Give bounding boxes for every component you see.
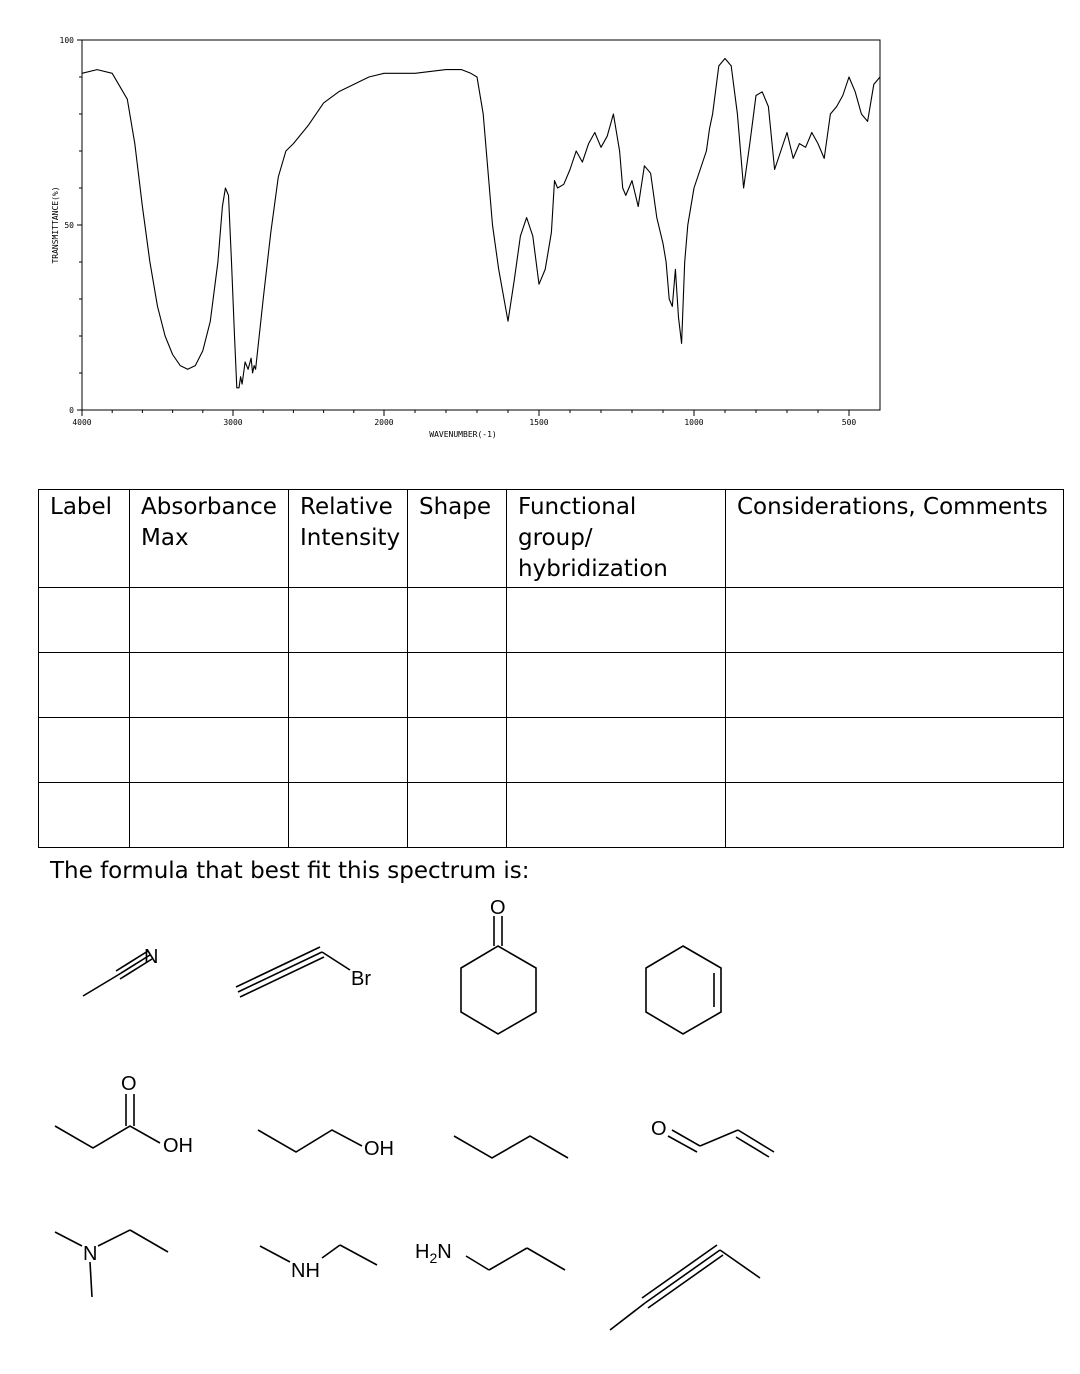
header-text: Intensity	[300, 525, 401, 551]
header-text: Max	[141, 525, 189, 551]
molecule-cyclohexene[interactable]	[646, 946, 721, 1034]
molecule-methylethylamine[interactable]	[260, 1245, 377, 1282]
molecule-cyclohexanone[interactable]	[461, 897, 536, 1034]
y-axis-label: TRANSMITTANCE(%)	[51, 186, 60, 264]
molecule-propylamine[interactable]	[415, 1241, 565, 1270]
y-tick-label: 50	[64, 221, 74, 230]
atom-h: H	[415, 1241, 430, 1263]
x-tick-label: 2000	[374, 418, 394, 427]
molecule-propanoic-acid[interactable]	[55, 1073, 193, 1157]
atom-label: O	[121, 1073, 137, 1095]
molecule-2-pentyne[interactable]	[610, 1245, 760, 1330]
header-text: Label	[50, 494, 113, 520]
atom-label: O	[490, 897, 506, 919]
y-tick-label: 0	[69, 406, 74, 415]
y-tick-label: 100	[59, 36, 74, 45]
atom-label: NH	[291, 1260, 320, 1282]
x-tick-label: 1000	[684, 418, 704, 427]
molecule-propanol[interactable]	[258, 1130, 394, 1160]
atom-label: O	[651, 1118, 667, 1140]
atom-label: OH	[163, 1135, 193, 1157]
atom-n: N	[437, 1241, 452, 1263]
atom-label	[415, 1241, 452, 1266]
molecule-acetonitrile[interactable]	[83, 946, 158, 996]
x-tick-label: 4000	[72, 418, 92, 427]
molecule-butane[interactable]	[454, 1136, 568, 1158]
header-text: hybridization	[518, 556, 668, 582]
header-text: Absorbance	[141, 494, 277, 520]
x-axis-label: WAVENUMBER(-1)	[429, 430, 497, 439]
x-tick-label: 500	[841, 418, 857, 427]
molecule-acrolein[interactable]	[651, 1118, 774, 1157]
molecule-dimethylethylamine[interactable]	[55, 1230, 168, 1297]
header-text: Functional group/	[518, 494, 637, 551]
molecule-propargyl-bromide[interactable]	[236, 947, 371, 997]
header-text: Shape	[419, 494, 492, 520]
x-tick-label: 3000	[223, 418, 243, 427]
atom-label: OH	[364, 1138, 394, 1160]
header-text: Relative	[300, 494, 393, 520]
header-text: Considerations, Comments	[737, 494, 1048, 520]
atom-label: Br	[351, 968, 371, 990]
question-text: The formula that best fit this spectrum is:	[50, 858, 530, 884]
atom-subscript: 2	[429, 1250, 438, 1266]
atom-label: N	[144, 946, 159, 968]
x-tick-label: 1500	[529, 418, 549, 427]
atom-label: N	[83, 1243, 98, 1265]
